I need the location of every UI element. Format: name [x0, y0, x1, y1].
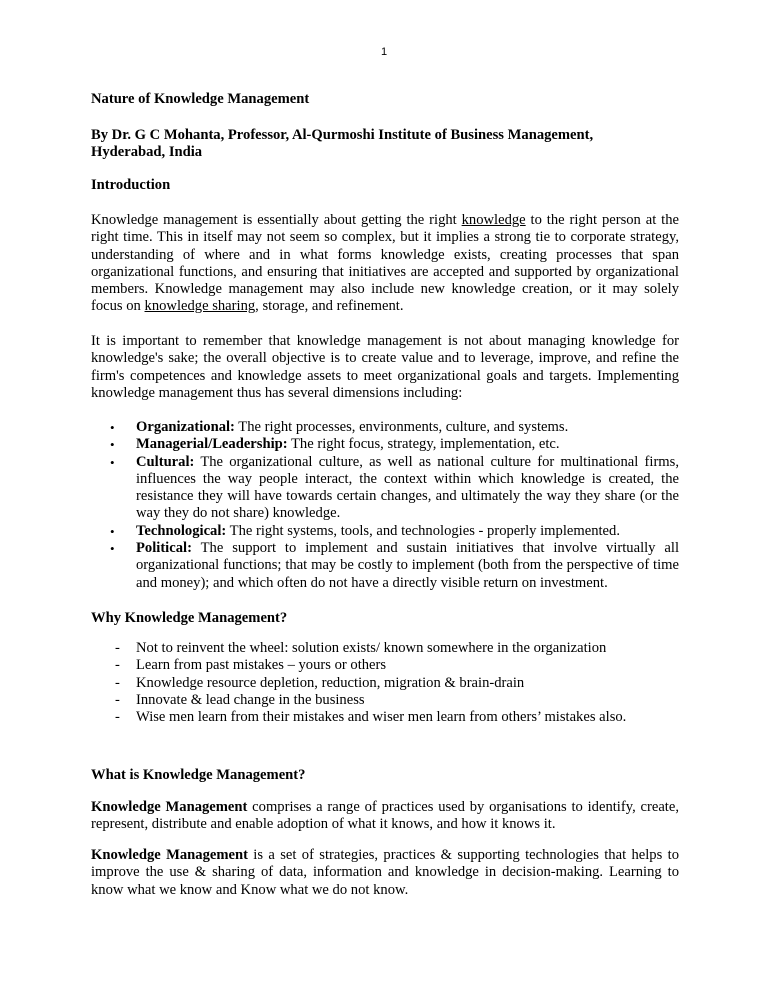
list-item — [91, 675, 679, 692]
dash-icon: - — [115, 674, 120, 691]
dimension-label: Managerial/Leadership: — [136, 436, 288, 453]
why-item-text: Innovate & lead change in the business — [136, 691, 365, 708]
list-item — [91, 523, 679, 540]
list-item — [91, 419, 679, 436]
bullet-icon: • — [110, 437, 115, 453]
intro-heading: Introduction — [91, 177, 171, 193]
why-heading: Why Knowledge Management? — [91, 610, 288, 626]
document-title: Nature of Knowledge Management — [91, 91, 310, 107]
intro-paragraph-1 — [91, 212, 679, 316]
author-line-2: Hyderabad, India — [91, 144, 203, 161]
author-line-1: By Dr. G C Mohanta, Professor, Al-Qurmoshi Institute of Business Management, — [91, 127, 594, 143]
list-item — [91, 454, 679, 523]
dash-icon: - — [115, 691, 120, 708]
author-line — [91, 127, 679, 162]
what-paragraph-2 — [91, 847, 679, 899]
dash-icon: - — [115, 657, 120, 674]
knowledge-sharing-link[interactable]: knowledge sharing — [144, 298, 256, 315]
why-list — [91, 640, 679, 726]
knowledge-link[interactable]: knowledge — [461, 212, 526, 228]
why-item-text: Wise men learn from their mistakes and wiser men learn from others’ mistakes also. — [136, 709, 627, 726]
list-item — [91, 657, 679, 674]
list-item — [91, 709, 679, 726]
list-item — [91, 436, 679, 453]
bullet-icon: • — [110, 541, 115, 557]
dimension-text: The support to implement and sustain initiatives that involve virtually all organizational functions; that may be costly to implement (both from the perspective of time and money); and which often do not have a directly visible return on investment. — [136, 540, 679, 591]
km-term: Knowledge Management — [91, 847, 248, 863]
dimension-label: Organizational: — [136, 419, 235, 435]
bullet-icon: • — [110, 420, 115, 435]
dimension-text: The right systems, tools, and technologies - properly implemented. — [226, 522, 620, 539]
dimension-label: Political: — [136, 540, 192, 557]
why-item-text: Not to reinvent the wheel: solution exists/ known somewhere in the organization — [136, 640, 607, 656]
why-item-text: Knowledge resource depletion, reduction, migration & brain-drain — [136, 674, 525, 691]
bullet-icon: • — [110, 454, 115, 470]
km-term: Knowledge Management — [91, 799, 248, 815]
dimension-text: The right processes, environments, culture, and systems. — [234, 419, 569, 435]
intro-p1-text-c: , storage, and refinement. — [255, 298, 404, 315]
bullet-icon: • — [110, 523, 115, 539]
dash-icon: - — [115, 640, 120, 656]
list-item — [91, 692, 679, 709]
why-item-text: Learn from past mistakes – yours or others — [136, 657, 387, 674]
intro-paragraph-2: It is important to remember that knowledge management is not about managing knowledge for knowledge's sake; the overall objective is to create value and to leverage, improve, and refine the firm's competences and knowledge assets to meet organizational goals and targets. Implementing knowledge management thus has several dimensions including: — [91, 333, 679, 401]
page-number: 1 — [380, 46, 388, 58]
what-p2-text: is a set of strategies, practices & supporting technologies that helps to improve the use & sharing of data, information and knowledge in decision-making. Learning to know what we know and Know what we do not know. — [91, 847, 679, 898]
what-heading: What is Knowledge Management? — [91, 767, 306, 783]
dash-icon: - — [115, 709, 120, 726]
intro-p1-text-b: to the right person at the right time. This in itself may not seem so complex, but it implies a strong tie to corporate strategy, understanding of where and in what forms knowledge exists, creating processes that span organizational functions, and ensuring that initiatives are accepted and supported by organizational members. Knowledge management may also include new knowledge creation, or it may solely focus on — [91, 212, 679, 315]
what-p1-text: comprises a range of practices used by organisations to identify, create, represent, distribute and enable adoption of what it knows, and how it knows it. — [91, 799, 679, 833]
list-item — [91, 540, 679, 592]
dimension-text: The right focus, strategy, implementation, etc. — [287, 436, 560, 453]
dimension-label: Technological: — [136, 522, 227, 539]
dimension-text: The organizational culture, as well as national culture for multinational firms, influences the way people interact, the context within which knowledge is created, the resistance they will have towards certain changes, and ultimately the way they share (or the way they do not share) knowledge. — [136, 453, 679, 522]
dimension-label: Cultural: — [136, 453, 195, 470]
intro-p1-text-a: Knowledge management is essentially about getting the right — [91, 212, 462, 228]
dimensions-list — [91, 419, 679, 592]
list-item — [91, 640, 679, 657]
what-paragraph-1 — [91, 799, 679, 834]
